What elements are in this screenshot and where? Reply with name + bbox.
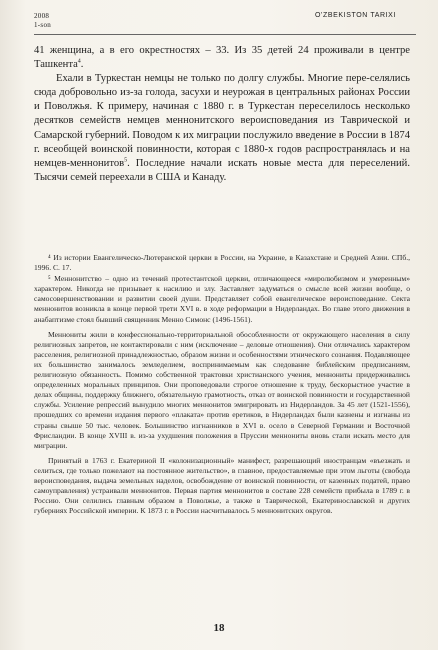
main-text bbox=[34, 44, 410, 185]
header-issue: 1-son bbox=[34, 21, 52, 29]
paragraph-text: . Последние начали искать новые места для переселений. Тысячи семей переехали в США и Канаду. bbox=[34, 157, 410, 183]
footnote-ref: 5 bbox=[124, 157, 128, 164]
footnote-ref: 4 bbox=[77, 58, 81, 65]
footnote-5-continued: Принятый в 1763 г. Екатериной II «колонизационный» манифест, разрешающий иностранцам «въезжать и селиться, где только пожелают на постоянное жительство», в главное, предоставляемые при этом льготы (свобода вероисповедания, выдача земельных наделов, освобождение от воинской повинности, от казенных податей, право самоуправления) устраивали меннонитов. Первая партия меннонитов в составе 228 семейств прибыла в 1789 г. в Россию. Они селились главным образом в Поволжье, а также в Таврической, Екатеринославской и других губерниях Российской империи. К 1873 г. в России насчитывалось 5 меннонитских округов. bbox=[34, 455, 410, 516]
running-header bbox=[34, 12, 416, 35]
paragraph-text: 41 женщина, а в его окрестностях – 33. Из 35 детей 24 проживали в центре Ташкента bbox=[34, 45, 410, 71]
header-year: 2008 bbox=[34, 12, 50, 20]
journal-title: O'ZBEKISTON TARIXI bbox=[315, 12, 396, 19]
paragraph bbox=[34, 44, 410, 72]
footnote-5-continued: Меннониты жили в конфессионально-территориальной обособленности от окружающего населения в силу религиозных запретов, не контактировали с ним (исключение – деловые отношения). Они отличались характером расселения, религиозной принадлежностью, образом жизни и особенностями этнического сознания. Подавляющее их большинство занималось земледелием, воспринимаемым как следование библейским предписаниям, религиозную обязанность. Помимо собственной трактовки христианского учения, меннониты придерживались определенных моральных принципов. Они проповедовали строгое отношение к труду, бескорыстное участие в делах общины, поддержку ближнего, обязательную грамотность, отказ от воинской повинности и государственной службы. Усиление репрессий вынудило многих меннонитов эмигрировать из Нидерландов. За 45 лет (1521-1556), прошедших со времени издания первого «плаката» против еретиков, в Нидерландах были казнены и изгнаны из страны свыше 50 тыс. человек. Большинство изгнанников в XVI в. осело в Северной Германии и Восточной Фрисландии. В конце XVIII в. из-за ухудшения положения в Пруссии меннониты вновь стали искать место для миграции. bbox=[34, 329, 410, 450]
footnote-5: ⁵ Меннонитство – одно из течений протестантской церкви, отличающееся «миролюбизмом и умеренным» характером. Никогда не призывает к насилию и злу. Заставляет задуматься о смысле всей жизни вообще, о самосовершенствовании и развитии своей души. Представляет собой евангелическое вероисповедание. Секта меннонитов возникла в конце первой трети XVI в. в ходе реформации в Нидерландах. Во главе этого движения в анабаптизме стоял бывший священник Менно Симонс (1496-1561). bbox=[34, 274, 410, 324]
footnotes bbox=[34, 253, 410, 517]
paragraph-text: . bbox=[80, 59, 84, 71]
footnote-4: ⁴ Из истории Евангелическо-Лютеранской церкви в России, на Украине, в Казахстане и Средней Азии. СПб., 1996. С. 17. bbox=[34, 253, 410, 273]
paragraph-text: Ехали в Туркестан немцы не только по долгу службы. Многие пере-селялись сюда добровольно из-за голода, засухи и неурожая в центральных районах России и Поволжья. К примеру, начиная с 1880 г. в Туркестан переселилось несколько десятков семейств немцев меннонитского вероисповедания из Таврической и Самарской губерний. Поводом к их миграции послужило введение в России в 1874 г. всеобщей воинской повинности, которая с 1880-х годов распространялась и на немцев-меннонитов bbox=[34, 73, 410, 169]
page-number: 18 bbox=[213, 622, 225, 634]
paragraph bbox=[34, 72, 410, 185]
